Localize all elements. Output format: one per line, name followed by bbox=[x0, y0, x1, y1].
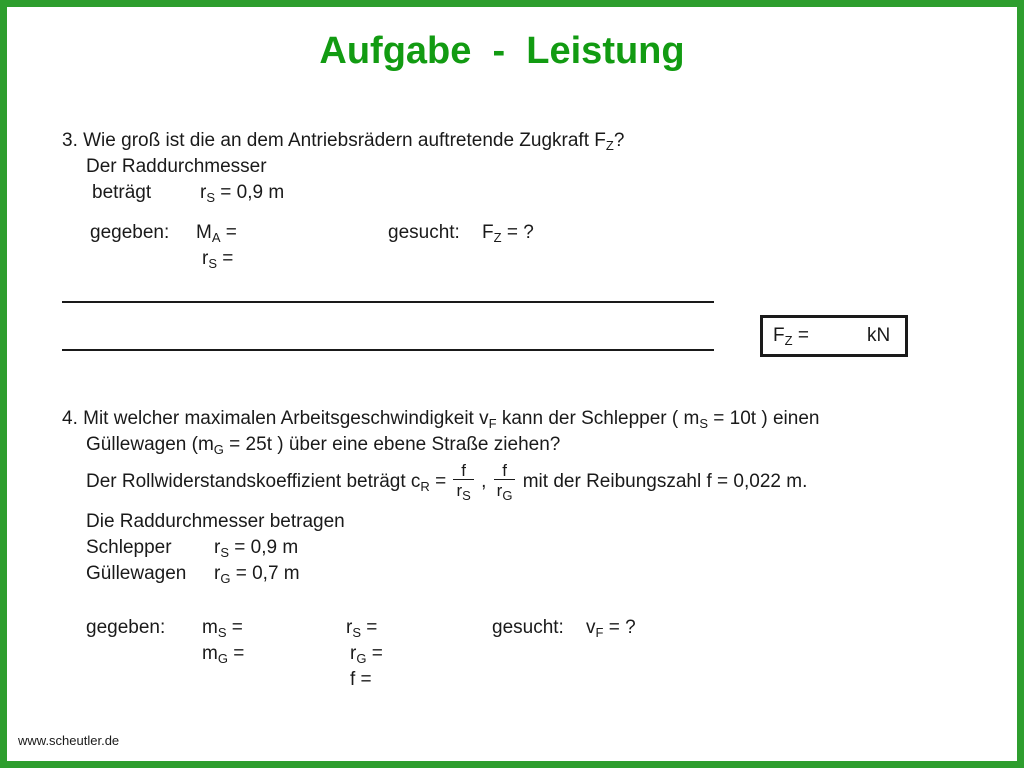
q3-sought-var: F bbox=[482, 222, 494, 243]
q4-rg-var: r bbox=[214, 563, 221, 584]
q4-g-ms-eq: = bbox=[226, 617, 243, 638]
q4-g-rg-eq: = bbox=[366, 643, 383, 664]
answer-line-1 bbox=[62, 301, 714, 303]
frac1-den-var: r bbox=[456, 481, 463, 500]
q4-g-rs-eq: = bbox=[361, 617, 378, 638]
q4-line1-text: 4. Mit welcher maximalen Arbeitsgeschwindigkeit v bbox=[62, 408, 489, 429]
answer-line-2 bbox=[62, 349, 714, 351]
frac2-numerator: f bbox=[494, 462, 516, 480]
q3-given-rs-eq: = bbox=[217, 248, 234, 269]
q3-given-rs-var: r bbox=[202, 248, 209, 269]
q4-g-rg-sub: G bbox=[356, 651, 367, 666]
q4-rs-var: r bbox=[214, 537, 221, 558]
q4-ms-sub: S bbox=[699, 416, 709, 431]
q3-rs-val: = 0,9 m bbox=[215, 182, 285, 203]
q3-answer-eq: = bbox=[792, 325, 809, 346]
q4-g-f-eq: = bbox=[355, 669, 372, 690]
q4-sought-eq: = ? bbox=[603, 617, 636, 638]
q4-cr-eq: = bbox=[429, 471, 447, 493]
q4-line1 bbox=[62, 408, 819, 431]
q4-rg-sub: G bbox=[220, 571, 231, 586]
q3-given-rs bbox=[202, 248, 233, 271]
q4-given-f bbox=[350, 669, 372, 691]
q4-line2 bbox=[86, 434, 560, 457]
q4-line3-post: mit der Reibungszahl f = 0,022 m. bbox=[517, 471, 808, 493]
q3-sought-sub: Z bbox=[493, 230, 502, 245]
q4-line1-post: = 10t ) einen bbox=[708, 408, 820, 429]
q3-given-label: gegeben: bbox=[90, 222, 170, 243]
q4-line3-text: Der Rollwiderstandskoeffizient beträgt c bbox=[86, 471, 421, 493]
q4-mg-sub: G bbox=[213, 442, 224, 457]
q4-sought-vf bbox=[586, 617, 636, 640]
frac2-den-sub: G bbox=[502, 488, 513, 503]
q4-rg-val: = 0,7 m bbox=[230, 563, 300, 584]
q4-comma: , bbox=[475, 471, 487, 493]
frac1-numerator: f bbox=[453, 462, 473, 480]
q3-answer-label bbox=[773, 325, 809, 348]
q4-line2-text: Güllewagen (m bbox=[86, 434, 214, 455]
q4-g-f-var: f bbox=[350, 669, 356, 690]
q4-g-mg-var: m bbox=[202, 643, 218, 664]
q4-line3 bbox=[86, 462, 807, 502]
q3-rs-sub: S bbox=[206, 190, 215, 205]
q3-line3-label: beträgt bbox=[92, 182, 152, 203]
q3-ma-eq: = bbox=[220, 222, 237, 243]
q3-line1-post: ? bbox=[613, 130, 625, 151]
q4-g-ms-sub: S bbox=[217, 625, 227, 640]
q4-given-mg bbox=[202, 643, 244, 666]
q4-sought-label: gesucht: bbox=[492, 617, 564, 638]
q4-line6-label: Güllewagen bbox=[86, 563, 187, 584]
q4-vf-sub: F bbox=[488, 416, 497, 431]
q3-given-ma bbox=[196, 222, 237, 245]
q4-sought-sub: F bbox=[595, 625, 604, 640]
q3-answer-var: F bbox=[773, 325, 785, 346]
q3-sought-label: gesucht: bbox=[388, 222, 460, 243]
q4-line4: Die Raddurchmesser betragen bbox=[86, 511, 345, 532]
q4-cr-sub: R bbox=[420, 479, 430, 495]
fraction-f-over-rg bbox=[494, 462, 516, 502]
q4-g-rg-var: r bbox=[350, 643, 357, 664]
q4-line6-value bbox=[214, 563, 300, 586]
frac1-denominator bbox=[453, 480, 473, 502]
q4-line1-mid: kann der Schlepper ( m bbox=[496, 408, 700, 429]
slide-title: Aufgabe - Leistung bbox=[319, 30, 685, 72]
frac2-denominator bbox=[494, 480, 516, 502]
q3-given-rs-sub: S bbox=[208, 256, 217, 271]
q4-g-ms-var: m bbox=[202, 617, 218, 638]
q3-line1-text: 3. Wie groß ist die an dem Antriebsrädern auftretende Zugkraft F bbox=[62, 130, 606, 151]
frac2-den-var: r bbox=[496, 481, 503, 500]
q3-answer-unit: kN bbox=[867, 325, 891, 346]
q3-line2: Der Raddurchmesser bbox=[86, 156, 267, 177]
frac1-den-sub: S bbox=[462, 488, 471, 503]
q3-answer-sub: Z bbox=[784, 333, 793, 348]
q4-given-rs bbox=[346, 617, 377, 640]
q4-line5-value bbox=[214, 537, 298, 560]
q4-sought-var: v bbox=[586, 617, 596, 638]
q3-ma-sub: A bbox=[211, 230, 221, 245]
q3-line3-value bbox=[200, 182, 284, 205]
q4-given-ms bbox=[202, 617, 243, 640]
q4-given-label: gegeben: bbox=[86, 617, 166, 638]
q4-given-rg bbox=[350, 643, 383, 666]
q3-line1-sub: Z bbox=[605, 138, 614, 153]
q3-line1 bbox=[62, 130, 624, 153]
q3-sought-fz bbox=[482, 222, 534, 245]
q3-sought-eq: = ? bbox=[501, 222, 534, 243]
q3-answer-box bbox=[760, 315, 908, 357]
q4-g-mg-eq: = bbox=[227, 643, 245, 664]
footer-url: www.scheutler.de bbox=[18, 733, 120, 748]
fraction-f-over-rs bbox=[453, 462, 473, 502]
q4-g-rs-var: r bbox=[346, 617, 353, 638]
q4-rs-val: = 0,9 m bbox=[229, 537, 299, 558]
q4-rs-sub: S bbox=[220, 545, 229, 560]
q4-line5-label: Schlepper bbox=[86, 537, 172, 558]
q3-ma-var: M bbox=[196, 222, 212, 243]
q3-rs-var: r bbox=[200, 182, 207, 203]
q4-g-mg-sub: G bbox=[217, 651, 228, 666]
q4-g-rs-sub: S bbox=[352, 625, 361, 640]
q4-line2-post: = 25t ) über eine ebene Straße ziehen? bbox=[223, 434, 561, 455]
